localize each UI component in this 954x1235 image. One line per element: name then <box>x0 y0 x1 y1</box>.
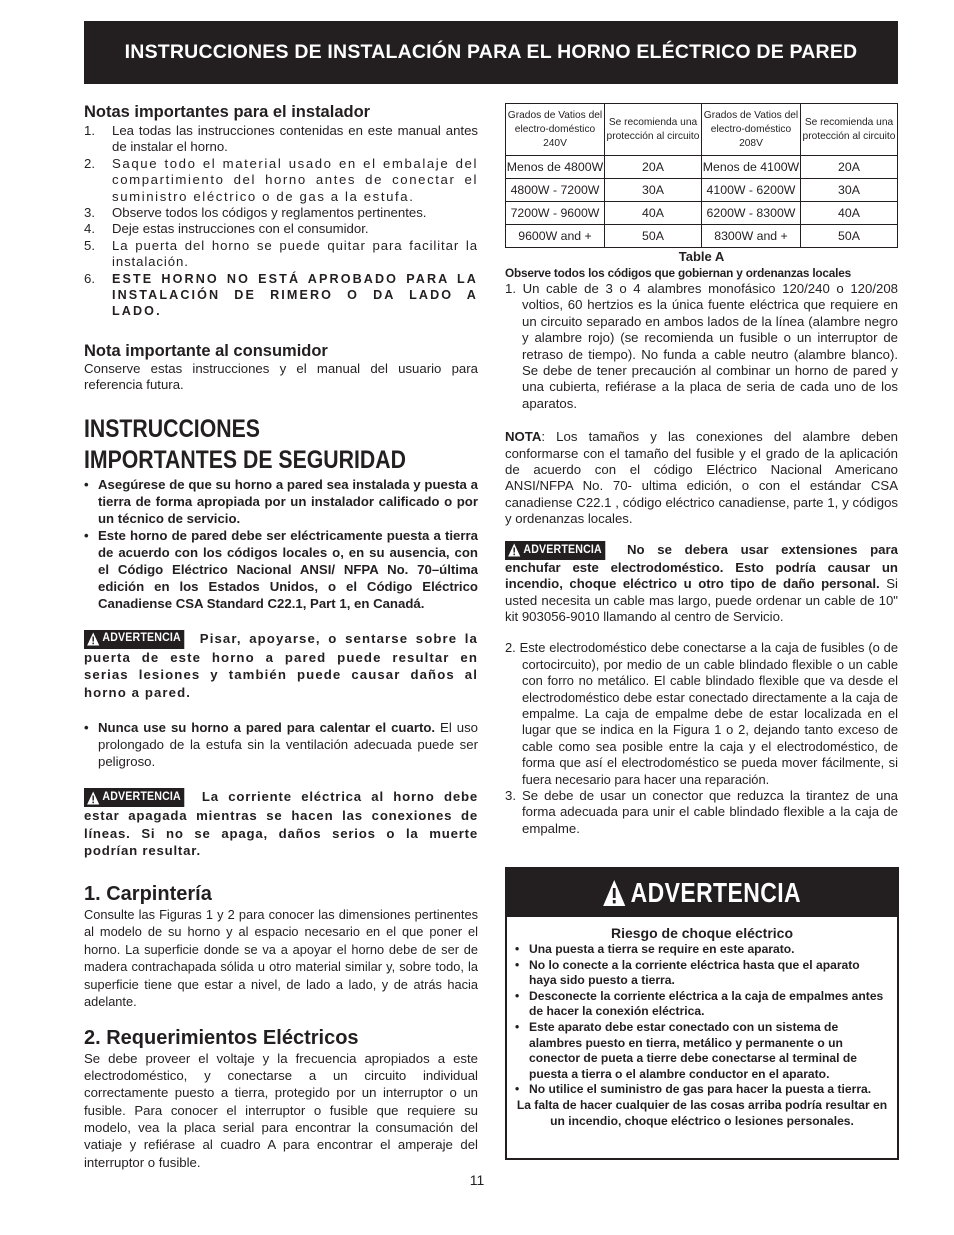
list-item: • Desconecte la corriente eléctrica a la caja de empalmes antes de hacer la conexión eléctrica. <box>515 988 884 1019</box>
shock-warning-box <box>505 867 899 1160</box>
table-cell: 30A <box>800 179 897 202</box>
table-cell: 40A <box>605 202 702 225</box>
table-row <box>506 225 898 248</box>
warning-icon <box>87 791 100 805</box>
list-item: • No utilice el suministro de gas para hacer la puesta a tierra. <box>515 1082 872 1097</box>
list-item: 2. Saque todo el material usado en el embalaje del compartimiento del horno antes de conectar el suministro eléctrico o de gas a la estufa. <box>84 155 478 204</box>
page-banner: INSTRUCCIONES DE INSTALACIÓN PARA EL HORNO ELÉCTRICO DE PARED <box>84 21 898 84</box>
table-cell: 50A <box>800 225 897 248</box>
warning-box-bullets <box>515 942 889 1098</box>
electrical-text: Se debe proveer el voltaje y la frecuencia apropiados a este electrodoméstico, y conectarse a un circuito individual correctamente puesto a tierra, protegido por un interruptor o un fusible. Para conocer el interruptor o fusible que requiere su modelo, vea la placa serial para encontrar la consumación del vatiaje y refiérase al cuadro A para encontrar el amperaje del interruptor o fusible. <box>84 1050 478 1170</box>
consumer-note-text: Conserve estas instrucciones y el manual del usuario para referencia futura. <box>84 360 478 393</box>
warning-icon <box>87 632 100 646</box>
table-caption: Table A <box>678 249 725 264</box>
table-header-cell: Se recomienda una protección al circuito <box>800 104 897 156</box>
safety-title-line1: INSTRUCCIONES <box>84 414 260 443</box>
table-cell: 8300W and + <box>701 225 800 248</box>
table-cell: 30A <box>605 179 702 202</box>
extension-warning: ADVERTENCIA No se debera usar extensiones para enchufar este electrodoméstico. Esto podría causar un incendio, choque eléctrico u otro tipo de daño personal. Si usted necesita un cable mas largo, puede ordenar un cable de 10" kit 903056-9010 llamando al centro de Servicio. <box>505 541 898 624</box>
requirement-item-2: 2. Este electrodoméstico debe conectarse a la caja de fusibles (o de cortocircuito), por medio de un cable blindado flexible o un cable con forro no metálico. El cable blindado flexible que va desde el electrodoméstico debe estar conectado directamente a la caja de empalme. La caja de empalme debe de estar localizada en el lugar que se indica en la Figura 1 o 2, dejando tanto exceso de cable como sea posible entre la caja y el electrodoméstico, de forma que así el electrodoméstico se pueda mover fácilmente, si fuera necesario para hacer una reparación. <box>505 640 898 787</box>
warning-label: ADVERTENCIA <box>84 630 185 649</box>
warning-label: ADVERTENCIA <box>505 541 606 560</box>
list-item: • Una puesta a tierra se require en este aparato. <box>515 942 795 956</box>
table-row <box>506 156 898 179</box>
list-item: 1. Lea todas las instrucciones contenidas en este manual antes de instalar el horno. <box>84 123 478 155</box>
list-item: 3. Observe todos los códigos y reglamentos pertinentes. <box>84 205 427 221</box>
warning-box-header <box>507 869 897 917</box>
carpentry-text: Consulte las Figuras 1 y 2 para conocer las dimensiones pertinentes al modelo de su horno y al espacio necesario en el que poner el horno. La superficie donde se va a apoyar el horno debe de ser de madera contrachapada sólida u otro material similar y, sobre todo, la superficie tiene que estar a nivel, de lado a lado, y de atrás hacia adelante. <box>84 906 478 1010</box>
consumer-note-heading: Nota importante al consumidor <box>84 341 328 360</box>
table-header-cell: Se recomienda una protección al circuito <box>605 104 702 156</box>
table-row <box>506 179 898 202</box>
requirement-item-3: 3. Se debe de usar un conector que reduzca la tirantez de una forma adecuada para unir el cable blindado flexible a la caja de empalme. <box>505 787 898 836</box>
table-cell: 40A <box>800 202 897 225</box>
table-cell: 9600W and + <box>506 225 605 248</box>
list-item: • No lo conecte a la corriente eléctrica hasta que el aparato haya sido puesto a tierra. <box>515 957 860 988</box>
page-number: 11 <box>469 1172 485 1188</box>
list-item: • Este aparato debe estar conectado con un sistema de alambres puesto en tierra, metálico y permanente o un conector de pueta a tierre debe conectarse al terminal de puesta a tierra o el alambre conductor en el aparato. <box>515 1019 857 1081</box>
left-column <box>84 103 478 1171</box>
list-item: 6. ESTE HORNO NO ESTÁ APROBADO PARA LA INSTALACIÓN DE RIMERO O DA LADO A LADO. <box>84 270 478 319</box>
room-heating-bullet <box>84 719 478 770</box>
requirement-item-1: 1. Un cable de 3 o 4 alambres monofásico 120/240 o 120/208 voltios, 60 hertzios es la única fuente eléctrica que requiere en un circuito separado en ambos lados de la línea (alambre negro y alambre rojo) (se recomienda un fusible o un interruptor de retraso de tiempo). No funda a cable neutro (alambre blanco). Se debe de tener precaución al combinar un horno de pared y una cubierta, refiérase a la placa de seria de cada uno de los aparatos. <box>505 281 898 411</box>
table-cell: 20A <box>800 156 897 179</box>
warning-icon <box>508 543 521 557</box>
warning-box-closing: La falta de hacer cualquier de las cosas arriba podría resultar en un incendio, choque eléctrico o lesiones personales. <box>516 1097 888 1128</box>
table-cell: 50A <box>605 225 702 248</box>
installer-notes-list <box>84 123 478 320</box>
warning-icon <box>603 879 626 907</box>
table-header-row <box>506 104 898 156</box>
right-column <box>505 103 898 837</box>
warning-box-label: ADVERTENCIA <box>630 877 802 908</box>
table-cell: 4800W - 7200W <box>506 179 605 202</box>
list-item: • Este horno de pared debe ser eléctricamente puesta a tierra de acuerdo con los códigos locales o, en su ausencia, con el Código Eléctrico Nacional ANSI/ NFPA No. 70–última edición en los Estados Unidos, o el Código Eléctrico Canadiense CSA Standard C22.1, Part 1, en Canadá. <box>84 527 478 611</box>
warning-paragraph-2: ADVERTENCIA La corriente eléctrica al horno debe estar apagada mientras se hacen las conexiones de líneas. Si no se apaga, daños serios o la muerte podrían resultar. <box>84 789 478 859</box>
list-item: 4. Deje estas instrucciones con el consumidor. <box>84 221 369 237</box>
electrical-heading: 2. Requerimientos Eléctricos <box>84 1026 359 1049</box>
table-header-cell: Grados de Vatios del electro-doméstico 240V <box>506 104 605 156</box>
safety-title-line2: IMPORTANTES DE SEGURIDAD <box>84 445 406 474</box>
table-cell: Menos de 4800W <box>506 156 605 179</box>
list-item: • Nunca use su horno a pared para calentar el cuarto. El uso prolongado de la estufa sin la ventilación adecuada puede ser peligroso. <box>84 720 478 770</box>
table-cell: 6200W - 8300W <box>701 202 800 225</box>
nota-paragraph: NOTA: Los tamaños y las conexiones del alambre deben conformarse con el tamaño del fusible y el grado de la aplicación de acuerdo con el código Eléctrico Nacional Americano ANSI/NFPA No. 70- ultima edición, o con el estándar CSA canadiense C22.1 , código eléctrico canadiense, parte 1, y códigos y ordenanzas locales. <box>505 429 898 527</box>
table-cell: Menos de 4100W <box>701 156 800 179</box>
carpentry-heading: 1. Carpintería <box>84 882 212 905</box>
warning-box-heading: Riesgo de choque eléctrico <box>610 925 794 941</box>
table-header-cell: Grados de Vatios del electro-doméstico 208V <box>701 104 800 156</box>
table-cell: 4100W - 6200W <box>701 179 800 202</box>
safety-bullets <box>84 476 478 612</box>
table-cell: 20A <box>605 156 702 179</box>
installer-notes-heading: Notas importantes para el instalador <box>84 103 371 121</box>
warning-label: ADVERTENCIA <box>84 788 185 807</box>
warning-paragraph-1: ADVERTENCIA Pisar, apoyarse, o sentarse sobre la puerta de este horno a pared puede resultar en serias lesiones y también puede causar daños al horno a pared. <box>84 630 478 700</box>
table-row <box>506 202 898 225</box>
amperage-table <box>505 103 898 248</box>
list-item: 5. La puerta del horno se puede quitar para facilitar la instalación. <box>84 237 478 270</box>
list-item: • Asegúrese de que su horno a pared sea instalada y puesta a tierra de forma apropiada por un instalador calificado o por un técnico de servicio. <box>84 476 478 526</box>
table-cell: 7200W - 9600W <box>506 202 605 225</box>
observe-codes-note: Observe todos los códigos que gobiernan y ordenanzas locales <box>505 266 851 280</box>
